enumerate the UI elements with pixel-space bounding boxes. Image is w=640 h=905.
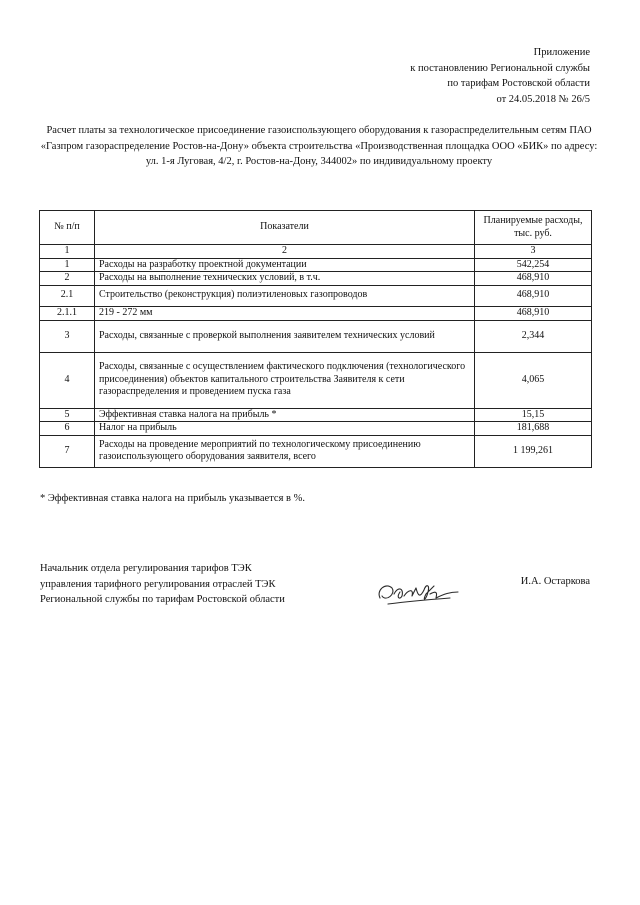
row-num: 7: [40, 435, 95, 467]
row-indicator: 219 - 272 мм: [95, 306, 475, 320]
header-indicator: Показатели: [95, 211, 475, 245]
row-num: 5: [40, 408, 95, 422]
table-row: [40, 352, 592, 408]
row-value: 15,15: [475, 408, 592, 422]
row-value: 468,910: [475, 306, 592, 320]
table-row: [40, 306, 592, 320]
signatory-line: Региональной службы по тарифам Ростовской области: [40, 594, 285, 605]
row-indicator: Расходы на разработку проектной документации: [95, 258, 475, 272]
row-num: 2.1.1: [40, 306, 95, 320]
row-indicator: Расходы на проведение мероприятий по технологическому присоединению газоиспользующего оборудования заявителя, всего: [95, 435, 475, 467]
row-indicator: Расходы на выполнение технических условий, в т.ч.: [95, 272, 475, 286]
column-number: 2: [95, 245, 475, 259]
row-value: 468,910: [475, 272, 592, 286]
header-planned-costs: Планируемые расходы, тыс. руб.: [475, 211, 592, 245]
appendix-line: Приложение: [533, 47, 590, 58]
row-value: 4,065: [475, 352, 592, 408]
signatory-line: Начальник отдела регулирования тарифов ТЭК: [40, 563, 252, 574]
row-num: 4: [40, 352, 95, 408]
row-num: 1: [40, 258, 95, 272]
row-value: 181,688: [475, 422, 592, 436]
footnote: * Эффективная ставка налога на прибыль указывается в %.: [40, 493, 305, 504]
table-row: [40, 422, 592, 436]
row-num: 2.1: [40, 285, 95, 306]
row-value: 1 199,261: [475, 435, 592, 467]
table-row: [40, 272, 592, 286]
signatory-position: [40, 561, 285, 608]
column-number: 1: [40, 245, 95, 259]
row-num: 3: [40, 320, 95, 352]
row-indicator: Расходы, связанные с проверкой выполнения заявителем технических условий: [95, 320, 475, 352]
column-number: 3: [475, 245, 592, 259]
signatory-line: управления тарифного регулирования отраслей ТЭК: [40, 578, 276, 590]
row-indicator: Налог на прибыль: [95, 422, 475, 436]
handwritten-signature: [374, 576, 474, 610]
table-row: [40, 258, 592, 272]
row-indicator: Эффективная ставка налога на прибыль *: [95, 408, 475, 422]
column-number-row: [40, 245, 592, 259]
table-row: [40, 408, 592, 422]
cost-table: [39, 210, 592, 468]
table-row: [40, 285, 592, 306]
row-num: 2: [40, 272, 95, 286]
header-num: № п/п: [40, 211, 95, 245]
document-title: Расчет платы за технологическое присоединение газоиспользующего оборудования к газораспределительным сетям ПАО «Газпром газораспределение Ростов-на-Дону» объекта строительства «Производственная площадка ООО «БИК» по адресу: ул. 1-я Луговая, 4/2, г. Ростов-на-Дону, 344002» по индивидуальному проекту: [40, 125, 598, 167]
row-num: 6: [40, 422, 95, 436]
row-indicator: Расходы, связанные с осуществлением фактического подключения (технологического присоединения) объектов капитального строительства Заявителя к сети газораспределения и проведением пуска газа: [95, 352, 475, 408]
appendix-date-line: от 24.05.2018 № 26/5: [496, 93, 590, 105]
signatory-name: И.А. Остаркова: [520, 576, 590, 587]
row-value: 468,910: [475, 285, 592, 306]
table-row: [40, 435, 592, 467]
table-header-row: [40, 211, 592, 245]
appendix-line: к постановлению Региональной службы: [410, 62, 590, 74]
appendix-line: по тарифам Ростовской области: [447, 78, 590, 89]
appendix-header: [410, 45, 590, 107]
row-value: 2,344: [475, 320, 592, 352]
table-row: [40, 320, 592, 352]
row-value: 542,254: [475, 258, 592, 272]
row-indicator: Строительство (реконструкция) полиэтиленовых газопроводов: [95, 285, 475, 306]
